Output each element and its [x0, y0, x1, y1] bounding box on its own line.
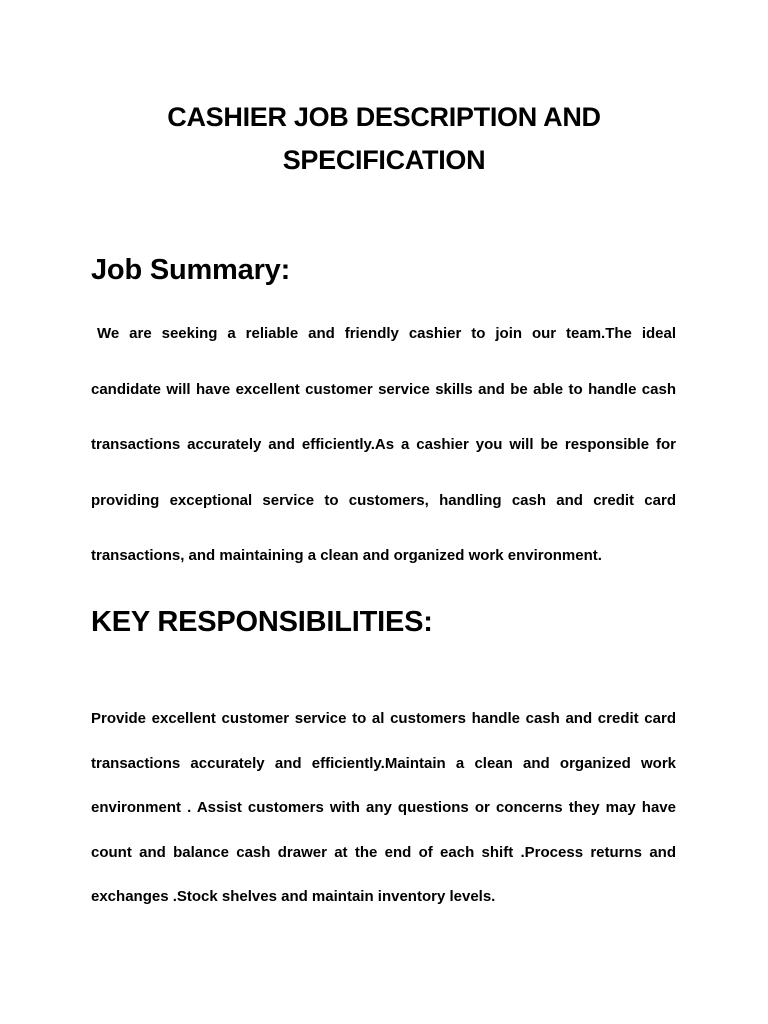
section-heading-key-responsibilities: KEY RESPONSIBILITIES:: [91, 606, 433, 638]
key-responsibilities-paragraph: Provide excellent customer service to al customers handle cash and credit card transactions accurately and efficiently.Maintain a clean and organized work environment . Assist customers with any questions or concerns they may have count and balance cash drawer at the end of each shift .Process returns and exchanges .Stock shelves and maintain inventory levels.: [91, 710, 676, 905]
job-summary-paragraph: [91, 306, 676, 584]
job-summary-text: We are seeking a reliable and friendly cashier to join our team.The ideal candidate will have excellent customer service skills and be able to handle cash transactions accurately and efficiently.As a cashier you will be responsible for providing exceptional service to customers, handling cash and credit card transactions, and maintaining a clean and organized work environment.: [91, 325, 676, 564]
document-title: CASHIER JOB DESCRIPTION AND SPECIFICATION: [167, 102, 601, 175]
section-heading-job-summary: Job Summary:: [91, 254, 291, 286]
